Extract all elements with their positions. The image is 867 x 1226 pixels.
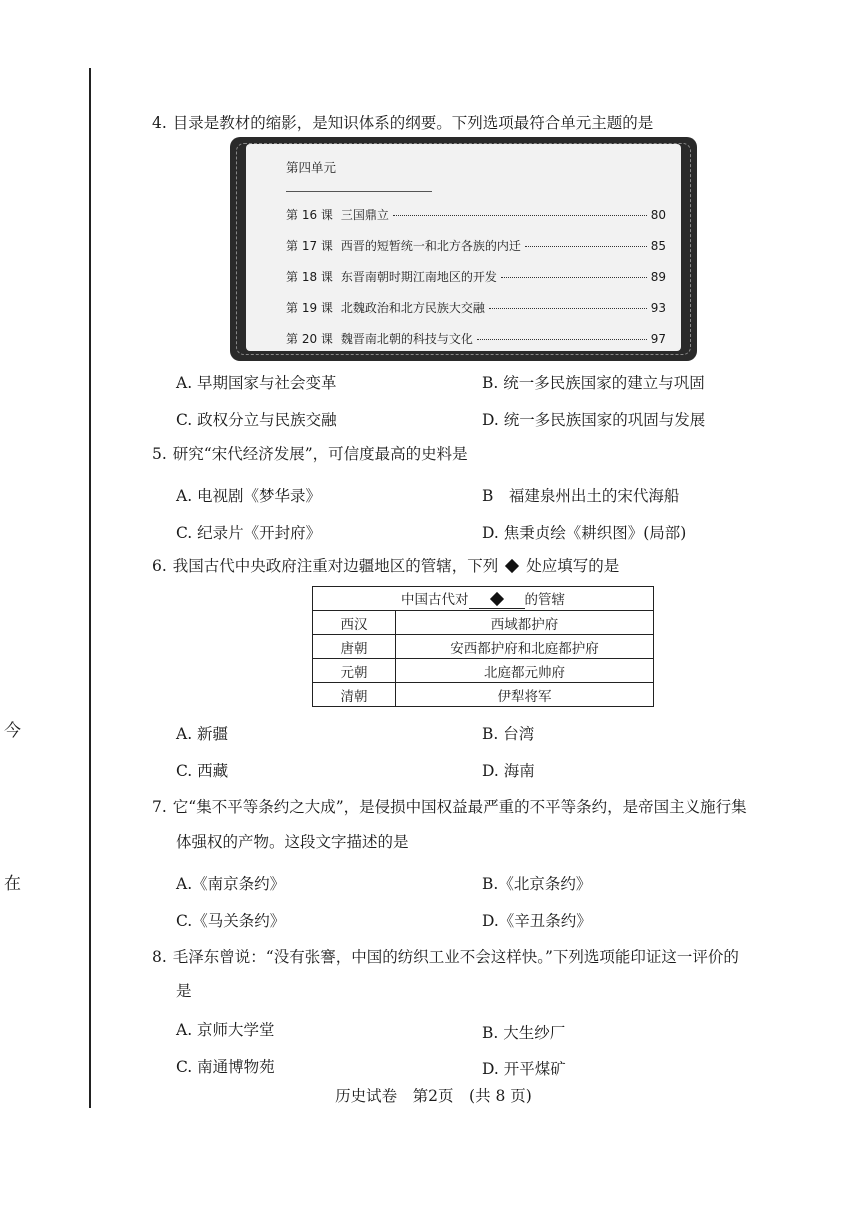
question-number: 7. xyxy=(152,798,167,816)
frontier-governance-table xyxy=(312,586,654,707)
question-8-stem xyxy=(152,940,739,975)
toc-row xyxy=(286,299,666,316)
table-title-prefix: 中国古代对 xyxy=(401,592,469,608)
toc-leader xyxy=(501,277,647,278)
question-text: 研究“宋代经济发展”，可信度最高的史料是 xyxy=(172,445,468,463)
table-title-suffix: 的管辖 xyxy=(524,592,565,608)
toc-title: 三国鼎立 xyxy=(340,208,389,222)
question-number: 5. xyxy=(152,445,167,463)
margin-char: 今 xyxy=(4,721,21,741)
option-a: A. 电视剧《梦华录》 xyxy=(176,487,322,505)
option-a: A. 早期国家与社会变革 xyxy=(176,374,337,392)
toc-row xyxy=(286,206,666,223)
option-d: D.《辛丑条约》 xyxy=(482,912,592,930)
question-text: 毛泽东曾说：“没有张謇，中国的纺织工业不会这样快。”下列选项能印证这一评价的 xyxy=(172,948,739,966)
option-a: A. 新疆 xyxy=(176,725,229,743)
toc-row xyxy=(286,330,666,347)
question-text-end: 处应填写的是 xyxy=(526,557,620,575)
dynasty-cell: 西汉 xyxy=(313,611,396,635)
binding-margin-line xyxy=(89,68,91,1108)
question-text: 它“集不平等条约之大成”，是侵损中国权益最严重的不平等条约，是帝国主义施行集 xyxy=(172,798,747,816)
table-row xyxy=(313,683,654,707)
toc-title: 西晋的短暂统一和北方各族的内迁 xyxy=(340,239,521,253)
toc-lesson: 第 20 课 xyxy=(286,332,333,346)
table-row xyxy=(313,611,654,635)
option-b: B 福建泉州出土的宋代海船 xyxy=(482,487,680,505)
option-c: C. 南通博物苑 xyxy=(176,1058,275,1076)
toc-leader xyxy=(393,215,647,216)
option-b: B. 大生纱厂 xyxy=(482,1024,566,1042)
toc-page: 85 xyxy=(650,239,666,253)
institution-cell: 伊犁将军 xyxy=(396,683,654,707)
diamond-icon xyxy=(505,559,519,573)
institution-cell: 西域都护府 xyxy=(396,611,654,635)
toc-row xyxy=(286,237,666,254)
toc-title: 东晋南朝时期江南地区的开发 xyxy=(340,270,497,284)
diamond-icon xyxy=(489,592,503,606)
option-a: A. 京师大学堂 xyxy=(176,1021,275,1039)
blank-line xyxy=(469,592,525,609)
option-c: C. 西藏 xyxy=(176,762,229,780)
toc-page: 97 xyxy=(650,332,666,346)
table-of-contents-image xyxy=(230,137,697,361)
option-b: B.《北京条约》 xyxy=(482,875,592,893)
toc-lesson: 第 19 课 xyxy=(286,301,333,315)
dynasty-cell: 清朝 xyxy=(313,683,396,707)
toc-page: 80 xyxy=(650,208,666,222)
institution-cell: 安西都护府和北庭都护府 xyxy=(396,635,654,659)
toc-title: 北魏政治和北方民族大交融 xyxy=(340,301,485,315)
question-7-stem xyxy=(152,790,747,825)
dynasty-cell: 元朝 xyxy=(313,659,396,683)
page-footer: 历史试卷 第2页 (共 8 页) xyxy=(335,1087,532,1105)
question-8-stem-continued: 是 xyxy=(176,982,192,1000)
question-5-stem xyxy=(152,437,468,472)
toc-lesson: 第 17 课 xyxy=(286,239,333,253)
toc-paper xyxy=(246,144,681,351)
option-b: B. 统一多民族国家的建立与巩固 xyxy=(482,374,705,392)
table-row xyxy=(313,659,654,683)
margin-char: 在 xyxy=(4,874,21,894)
toc-row xyxy=(286,268,666,285)
option-d: D. 统一多民族国家的巩固与发展 xyxy=(482,411,706,429)
toc-title: 魏晋南北朝的科技与文化 xyxy=(340,332,473,346)
question-4-stem xyxy=(152,106,653,141)
option-c: C.《马关条约》 xyxy=(176,912,286,930)
option-c: C. 纪录片《开封府》 xyxy=(176,524,322,542)
option-d: D. 海南 xyxy=(482,762,535,780)
question-number: 4. xyxy=(152,114,167,132)
toc-divider xyxy=(286,191,432,192)
question-text: 目录是教材的缩影，是知识体系的纲要。下列选项最符合单元主题的是 xyxy=(172,114,654,132)
toc-page: 93 xyxy=(650,301,666,315)
toc-leader xyxy=(525,246,647,247)
option-d: D. 焦秉贞绘《耕织图》(局部) xyxy=(482,524,687,542)
institution-cell: 北庭都元帅府 xyxy=(396,659,654,683)
toc-lesson: 第 16 课 xyxy=(286,208,333,222)
option-d: D. 开平煤矿 xyxy=(482,1060,566,1078)
toc-unit-title: 第四单元 xyxy=(286,160,337,175)
toc-lesson: 第 18 课 xyxy=(286,270,333,284)
question-number: 8. xyxy=(152,948,167,966)
toc-page: 89 xyxy=(650,270,666,284)
dynasty-cell: 唐朝 xyxy=(313,635,396,659)
question-6-stem xyxy=(152,549,619,584)
question-number: 6. xyxy=(152,557,167,575)
option-c: C. 政权分立与民族交融 xyxy=(176,411,337,429)
table-row xyxy=(313,635,654,659)
option-b: B. 台湾 xyxy=(482,725,535,743)
toc-leader xyxy=(489,308,647,309)
question-text: 我国古代中央政府注重对边疆地区的管辖，下列 xyxy=(172,557,499,575)
toc-leader xyxy=(477,339,647,340)
table-title xyxy=(313,587,654,611)
option-a: A.《南京条约》 xyxy=(176,875,286,893)
question-7-stem-continued: 体强权的产物。这段文字描述的是 xyxy=(176,833,409,851)
